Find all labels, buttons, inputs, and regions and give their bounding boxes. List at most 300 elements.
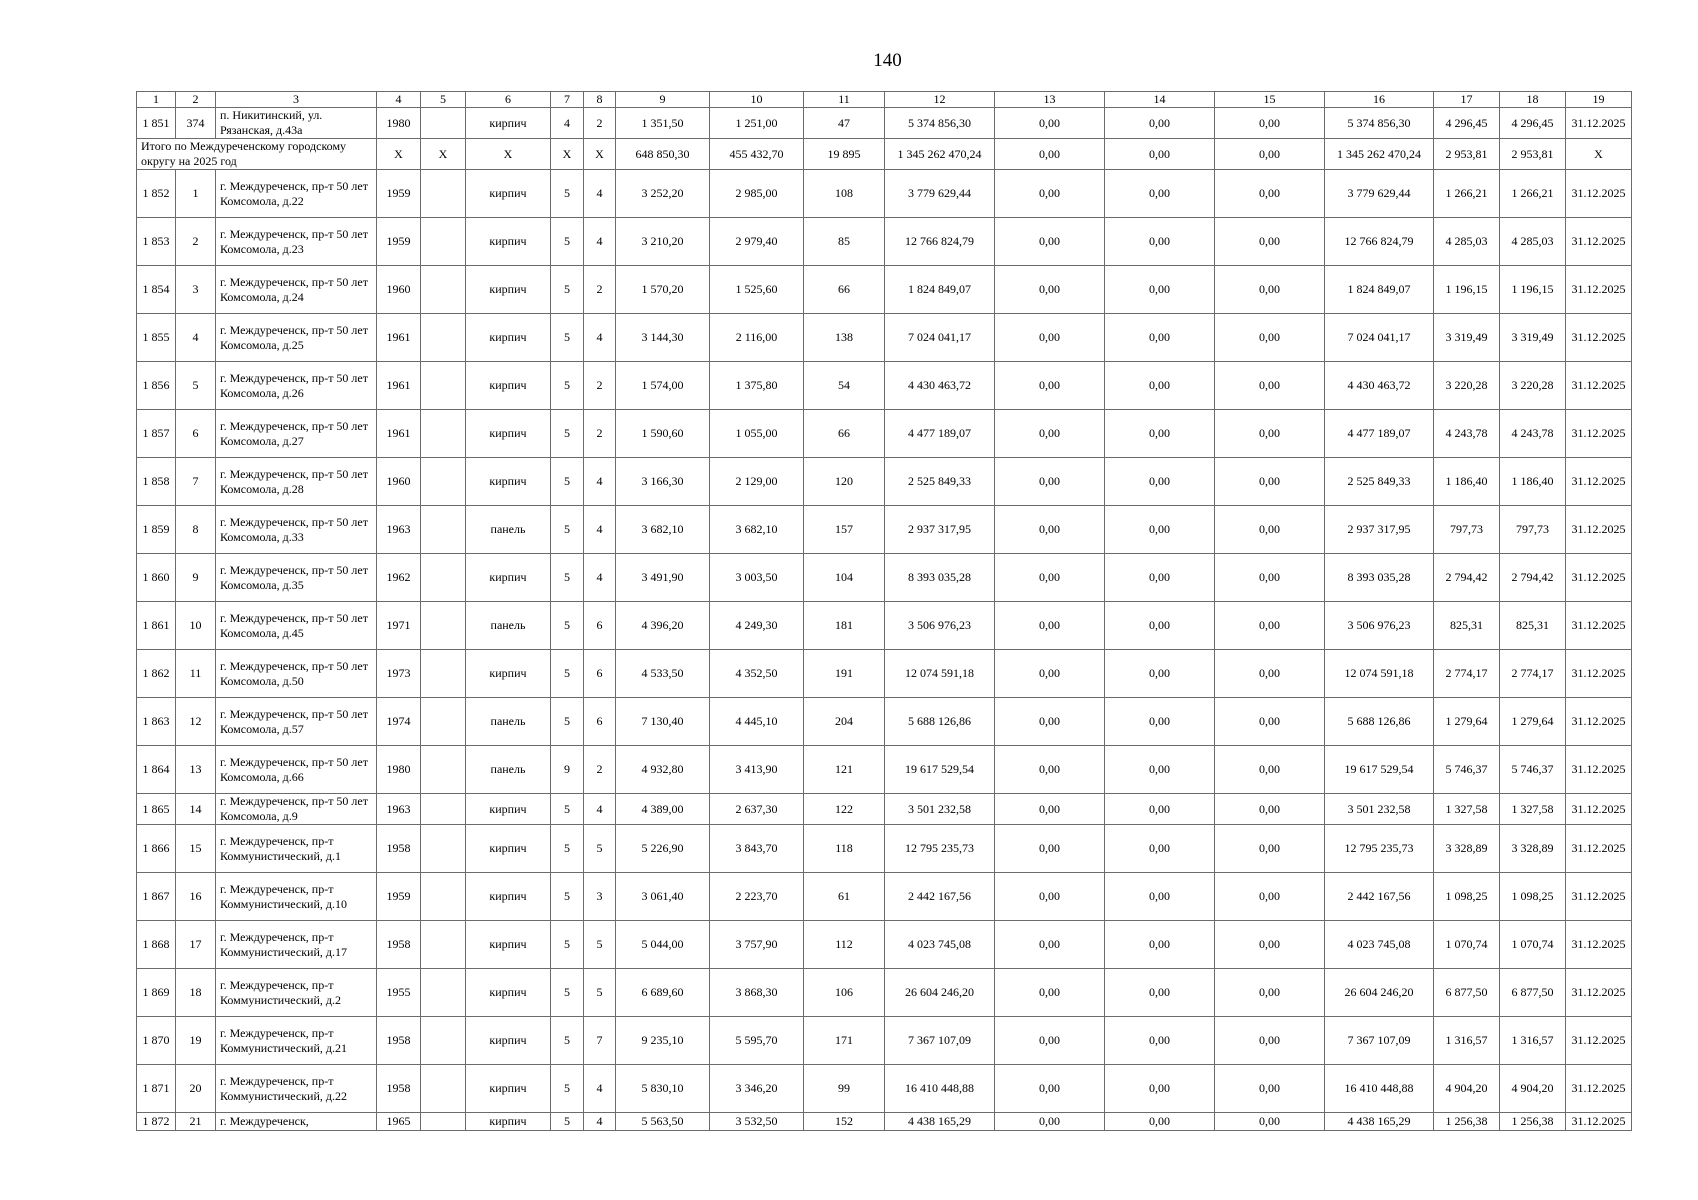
row-col13: 0,00	[995, 921, 1105, 969]
row-col16: 4 477 189,07	[1325, 410, 1434, 458]
row-col15: 0,00	[1215, 602, 1325, 650]
row-area-total: 5 044,00	[616, 921, 710, 969]
row-col14: 0,00	[1105, 969, 1215, 1017]
row-residents: 66	[804, 410, 885, 458]
row-area-total: 1 351,50	[616, 108, 710, 139]
row-col13: 0,00	[995, 969, 1105, 1017]
row-year: 1960	[377, 266, 421, 314]
row-index: 18	[176, 969, 216, 1017]
row-col14: 0,00	[1105, 314, 1215, 362]
row-area-living: 1 375,80	[710, 362, 804, 410]
row-col13: 0,00	[995, 266, 1105, 314]
column-header: 5	[421, 92, 466, 108]
row-col16: 3 779 629,44	[1325, 170, 1434, 218]
row-col15: 0,00	[1215, 170, 1325, 218]
row-col17: 4 904,20	[1434, 1065, 1500, 1113]
row-col13: 0,00	[995, 1113, 1105, 1131]
row-col13: 0,00	[995, 746, 1105, 794]
row-area-total: 5 226,90	[616, 825, 710, 873]
row-year: 1958	[377, 825, 421, 873]
row-address: г. Междуреченск, пр-т 50 лет Комсомола, д.28	[216, 458, 377, 506]
row-floors: 5	[551, 1113, 584, 1131]
row-year: 1960	[377, 458, 421, 506]
row-index: 8	[176, 506, 216, 554]
row-col14: 0,00	[1105, 921, 1215, 969]
row-address: г. Междуреченск, пр-т 50 лет Комсомола, д.22	[216, 170, 377, 218]
column-header: 12	[885, 92, 995, 108]
row-year: 1961	[377, 410, 421, 458]
row-residents: 120	[804, 458, 885, 506]
total-col7: X	[551, 139, 584, 170]
row-col16: 12 074 591,18	[1325, 650, 1434, 698]
row-area-living: 2 979,40	[710, 218, 804, 266]
row-material: кирпич	[466, 362, 551, 410]
row-material: кирпич	[466, 314, 551, 362]
row-index: 5	[176, 362, 216, 410]
row-number: 1 852	[137, 170, 176, 218]
column-header: 9	[616, 92, 710, 108]
row-col14: 0,00	[1105, 410, 1215, 458]
row-col15: 0,00	[1215, 746, 1325, 794]
row-deadline: 31.12.2025	[1566, 362, 1632, 410]
row-col17: 3 328,89	[1434, 825, 1500, 873]
row-area-living: 3 868,30	[710, 969, 804, 1017]
row-col5	[421, 108, 466, 139]
row-address: г. Междуреченск, пр-т 50 лет Комсомола, д.27	[216, 410, 377, 458]
row-col17: 1 098,25	[1434, 873, 1500, 921]
row-deadline: 31.12.2025	[1566, 170, 1632, 218]
row-index: 6	[176, 410, 216, 458]
table-row	[137, 698, 1632, 746]
row-cost: 3 779 629,44	[885, 170, 995, 218]
row-address: г. Междуреченск, пр-т 50 лет Комсомола, д.57	[216, 698, 377, 746]
row-number: 1 860	[137, 554, 176, 602]
row-number: 1 857	[137, 410, 176, 458]
table-row	[137, 746, 1632, 794]
row-col18: 1 098,25	[1500, 873, 1566, 921]
row-floors: 5	[551, 218, 584, 266]
row-cost: 16 410 448,88	[885, 1065, 995, 1113]
row-cost: 19 617 529,54	[885, 746, 995, 794]
row-area-living: 3 413,90	[710, 746, 804, 794]
row-residents: 191	[804, 650, 885, 698]
row-area-living: 2 223,70	[710, 873, 804, 921]
row-deadline: 31.12.2025	[1566, 873, 1632, 921]
row-col14: 0,00	[1105, 458, 1215, 506]
row-floors: 5	[551, 698, 584, 746]
row-col14: 0,00	[1105, 602, 1215, 650]
row-col5	[421, 650, 466, 698]
row-area-total: 3 061,40	[616, 873, 710, 921]
row-number: 1 866	[137, 825, 176, 873]
row-col14: 0,00	[1105, 108, 1215, 139]
row-col17: 3 220,28	[1434, 362, 1500, 410]
row-col18: 6 877,50	[1500, 969, 1566, 1017]
row-col5	[421, 314, 466, 362]
row-col15: 0,00	[1215, 921, 1325, 969]
row-material: кирпич	[466, 266, 551, 314]
column-header: 7	[551, 92, 584, 108]
row-cost: 12 766 824,79	[885, 218, 995, 266]
row-col18: 4 904,20	[1500, 1065, 1566, 1113]
row-material: кирпич	[466, 170, 551, 218]
row-col5	[421, 746, 466, 794]
row-floors: 5	[551, 266, 584, 314]
row-col16: 2 442 167,56	[1325, 873, 1434, 921]
row-col17: 4 243,78	[1434, 410, 1500, 458]
row-deadline: 31.12.2025	[1566, 266, 1632, 314]
row-col15: 0,00	[1215, 266, 1325, 314]
row-deadline: 31.12.2025	[1566, 1113, 1632, 1131]
row-index: 4	[176, 314, 216, 362]
row-entrances: 4	[584, 314, 616, 362]
row-number: 1 859	[137, 506, 176, 554]
row-col18: 1 256,38	[1500, 1113, 1566, 1131]
row-deadline: 31.12.2025	[1566, 650, 1632, 698]
row-area-living: 4 249,30	[710, 602, 804, 650]
table-row	[137, 1113, 1632, 1131]
register-table	[136, 91, 1632, 1131]
table-row	[137, 1017, 1632, 1065]
row-index: 21	[176, 1113, 216, 1131]
total-area-total: 648 850,30	[616, 139, 710, 170]
row-col14: 0,00	[1105, 825, 1215, 873]
column-header: 11	[804, 92, 885, 108]
table-row	[137, 794, 1632, 825]
total-col17: 2 953,81	[1434, 139, 1500, 170]
row-year: 1961	[377, 314, 421, 362]
row-col16: 12 766 824,79	[1325, 218, 1434, 266]
row-entrances: 4	[584, 1113, 616, 1131]
row-col5	[421, 794, 466, 825]
column-number-row	[137, 92, 1632, 108]
row-col15: 0,00	[1215, 1113, 1325, 1131]
row-cost: 5 374 856,30	[885, 108, 995, 139]
row-material: кирпич	[466, 108, 551, 139]
row-col18: 2 794,42	[1500, 554, 1566, 602]
row-index: 9	[176, 554, 216, 602]
row-cost: 1 824 849,07	[885, 266, 995, 314]
row-col5	[421, 921, 466, 969]
row-floors: 5	[551, 794, 584, 825]
row-col18: 2 774,17	[1500, 650, 1566, 698]
row-year: 1965	[377, 1113, 421, 1131]
table-row	[137, 825, 1632, 873]
row-col18: 825,31	[1500, 602, 1566, 650]
row-floors: 5	[551, 873, 584, 921]
row-col14: 0,00	[1105, 698, 1215, 746]
row-floors: 5	[551, 458, 584, 506]
table-row	[137, 1065, 1632, 1113]
row-number: 1 872	[137, 1113, 176, 1131]
row-area-living: 3 757,90	[710, 921, 804, 969]
row-floors: 5	[551, 170, 584, 218]
column-header: 10	[710, 92, 804, 108]
row-col15: 0,00	[1215, 554, 1325, 602]
column-header: 13	[995, 92, 1105, 108]
row-area-total: 7 130,40	[616, 698, 710, 746]
row-address: г. Междуреченск, пр-т Коммунистический, д.10	[216, 873, 377, 921]
row-col18: 4 296,45	[1500, 108, 1566, 139]
row-floors: 5	[551, 362, 584, 410]
row-deadline: 31.12.2025	[1566, 554, 1632, 602]
row-col13: 0,00	[995, 1065, 1105, 1113]
row-col17: 5 746,37	[1434, 746, 1500, 794]
total-col16: 1 345 262 470,24	[1325, 139, 1434, 170]
row-floors: 5	[551, 506, 584, 554]
row-floors: 5	[551, 825, 584, 873]
table-row	[137, 108, 1632, 139]
table-row	[137, 873, 1632, 921]
row-col17: 825,31	[1434, 602, 1500, 650]
row-cost: 7 024 041,17	[885, 314, 995, 362]
row-area-total: 1 570,20	[616, 266, 710, 314]
row-col14: 0,00	[1105, 650, 1215, 698]
row-col18: 1 327,58	[1500, 794, 1566, 825]
total-area-living: 455 432,70	[710, 139, 804, 170]
row-year: 1958	[377, 1065, 421, 1113]
row-col17: 1 196,15	[1434, 266, 1500, 314]
row-floors: 9	[551, 746, 584, 794]
column-header: 6	[466, 92, 551, 108]
row-material: панель	[466, 746, 551, 794]
column-header: 8	[584, 92, 616, 108]
row-col13: 0,00	[995, 698, 1105, 746]
row-floors: 5	[551, 602, 584, 650]
row-col18: 797,73	[1500, 506, 1566, 554]
row-index: 1	[176, 170, 216, 218]
table-row	[137, 362, 1632, 410]
row-col15: 0,00	[1215, 1017, 1325, 1065]
row-number: 1 870	[137, 1017, 176, 1065]
row-col14: 0,00	[1105, 873, 1215, 921]
table-row	[137, 410, 1632, 458]
row-year: 1963	[377, 506, 421, 554]
row-col15: 0,00	[1215, 314, 1325, 362]
row-residents: 121	[804, 746, 885, 794]
row-deadline: 31.12.2025	[1566, 218, 1632, 266]
column-header: 4	[377, 92, 421, 108]
row-col16: 16 410 448,88	[1325, 1065, 1434, 1113]
row-deadline: 31.12.2025	[1566, 825, 1632, 873]
row-deadline: 31.12.2025	[1566, 969, 1632, 1017]
row-col17: 797,73	[1434, 506, 1500, 554]
row-area-living: 2 116,00	[710, 314, 804, 362]
total-col14: 0,00	[1105, 139, 1215, 170]
row-col5	[421, 218, 466, 266]
row-col18: 1 186,40	[1500, 458, 1566, 506]
row-cost: 5 688 126,86	[885, 698, 995, 746]
row-col14: 0,00	[1105, 746, 1215, 794]
total-row	[137, 139, 1632, 170]
row-deadline: 31.12.2025	[1566, 1017, 1632, 1065]
row-entrances: 4	[584, 554, 616, 602]
column-header: 1	[137, 92, 176, 108]
row-col5	[421, 698, 466, 746]
row-area-living: 3 843,70	[710, 825, 804, 873]
row-number: 1 855	[137, 314, 176, 362]
row-number: 1 865	[137, 794, 176, 825]
row-col17: 1 316,57	[1434, 1017, 1500, 1065]
row-col5	[421, 825, 466, 873]
row-col15: 0,00	[1215, 1065, 1325, 1113]
row-area-living: 1 055,00	[710, 410, 804, 458]
row-col16: 7 024 041,17	[1325, 314, 1434, 362]
row-residents: 181	[804, 602, 885, 650]
row-entrances: 4	[584, 794, 616, 825]
row-col14: 0,00	[1105, 506, 1215, 554]
row-material: кирпич	[466, 969, 551, 1017]
row-deadline: 31.12.2025	[1566, 1065, 1632, 1113]
row-floors: 5	[551, 410, 584, 458]
row-floors: 5	[551, 969, 584, 1017]
row-col15: 0,00	[1215, 650, 1325, 698]
row-col15: 0,00	[1215, 873, 1325, 921]
row-material: кирпич	[466, 458, 551, 506]
row-col15: 0,00	[1215, 969, 1325, 1017]
row-col13: 0,00	[995, 218, 1105, 266]
row-number: 1 863	[137, 698, 176, 746]
row-col14: 0,00	[1105, 1113, 1215, 1131]
row-area-living: 1 525,60	[710, 266, 804, 314]
row-address: г. Междуреченск, пр-т 50 лет Комсомола, д.45	[216, 602, 377, 650]
row-residents: 152	[804, 1113, 885, 1131]
row-year: 1958	[377, 1017, 421, 1065]
row-material: панель	[466, 602, 551, 650]
row-address: г. Междуреченск, пр-т Коммунистический, д.1	[216, 825, 377, 873]
row-number: 1 864	[137, 746, 176, 794]
row-col13: 0,00	[995, 410, 1105, 458]
row-floors: 5	[551, 314, 584, 362]
row-area-total: 6 689,60	[616, 969, 710, 1017]
row-col18: 1 070,74	[1500, 921, 1566, 969]
row-residents: 54	[804, 362, 885, 410]
row-residents: 118	[804, 825, 885, 873]
row-col18: 1 266,21	[1500, 170, 1566, 218]
row-col17: 4 296,45	[1434, 108, 1500, 139]
total-label: Итого по Междуреченскому городскому округу на 2025 год	[137, 139, 377, 170]
row-area-total: 3 491,90	[616, 554, 710, 602]
row-address: г. Междуреченск, пр-т 50 лет Комсомола, д.33	[216, 506, 377, 554]
row-area-living: 2 129,00	[710, 458, 804, 506]
row-area-total: 3 144,30	[616, 314, 710, 362]
row-cost: 2 525 849,33	[885, 458, 995, 506]
row-number: 1 861	[137, 602, 176, 650]
row-cost: 3 501 232,58	[885, 794, 995, 825]
row-address: г. Междуреченск, пр-т 50 лет Комсомола, д.66	[216, 746, 377, 794]
row-residents: 204	[804, 698, 885, 746]
row-index: 374	[176, 108, 216, 139]
row-entrances: 6	[584, 698, 616, 746]
row-year: 1962	[377, 554, 421, 602]
row-address: г. Междуреченск,	[216, 1113, 377, 1131]
row-address: г. Междуреченск, пр-т 50 лет Комсомола, д.24	[216, 266, 377, 314]
total-residents: 19 895	[804, 139, 885, 170]
row-col13: 0,00	[995, 554, 1105, 602]
row-residents: 47	[804, 108, 885, 139]
row-area-living: 2 637,30	[710, 794, 804, 825]
row-col5	[421, 1113, 466, 1131]
row-index: 2	[176, 218, 216, 266]
row-col5	[421, 1017, 466, 1065]
row-index: 7	[176, 458, 216, 506]
row-residents: 108	[804, 170, 885, 218]
row-col13: 0,00	[995, 362, 1105, 410]
row-floors: 5	[551, 921, 584, 969]
row-col16: 8 393 035,28	[1325, 554, 1434, 602]
row-col17: 1 327,58	[1434, 794, 1500, 825]
row-year: 1955	[377, 969, 421, 1017]
row-col17: 6 877,50	[1434, 969, 1500, 1017]
table-row	[137, 266, 1632, 314]
row-col17: 2 794,42	[1434, 554, 1500, 602]
row-col15: 0,00	[1215, 506, 1325, 554]
row-cost: 3 506 976,23	[885, 602, 995, 650]
row-number: 1 868	[137, 921, 176, 969]
column-header: 17	[1434, 92, 1500, 108]
table-row	[137, 506, 1632, 554]
row-deadline: 31.12.2025	[1566, 602, 1632, 650]
row-entrances: 4	[584, 170, 616, 218]
row-residents: 106	[804, 969, 885, 1017]
row-material: панель	[466, 698, 551, 746]
row-number: 1 856	[137, 362, 176, 410]
column-header: 14	[1105, 92, 1215, 108]
row-deadline: 31.12.2025	[1566, 698, 1632, 746]
row-col18: 1 196,15	[1500, 266, 1566, 314]
row-entrances: 2	[584, 362, 616, 410]
row-year: 1980	[377, 108, 421, 139]
row-col5	[421, 410, 466, 458]
row-col18: 1 316,57	[1500, 1017, 1566, 1065]
row-col5	[421, 602, 466, 650]
row-index: 15	[176, 825, 216, 873]
row-year: 1959	[377, 873, 421, 921]
row-area-total: 5 830,10	[616, 1065, 710, 1113]
row-col14: 0,00	[1105, 170, 1215, 218]
row-area-living: 3 003,50	[710, 554, 804, 602]
row-residents: 61	[804, 873, 885, 921]
total-col13: 0,00	[995, 139, 1105, 170]
table-row	[137, 218, 1632, 266]
row-col15: 0,00	[1215, 218, 1325, 266]
row-area-total: 1 574,00	[616, 362, 710, 410]
row-year: 1980	[377, 746, 421, 794]
row-col14: 0,00	[1105, 218, 1215, 266]
row-col13: 0,00	[995, 794, 1105, 825]
table-row	[137, 969, 1632, 1017]
row-col16: 4 430 463,72	[1325, 362, 1434, 410]
row-col17: 1 070,74	[1434, 921, 1500, 969]
row-index: 12	[176, 698, 216, 746]
row-entrances: 4	[584, 506, 616, 554]
row-col5	[421, 873, 466, 921]
row-col13: 0,00	[995, 170, 1105, 218]
row-entrances: 6	[584, 602, 616, 650]
row-material: кирпич	[466, 218, 551, 266]
row-address: г. Междуреченск, пр-т 50 лет Комсомола, д.35	[216, 554, 377, 602]
row-year: 1958	[377, 921, 421, 969]
row-col14: 0,00	[1105, 266, 1215, 314]
row-col5	[421, 458, 466, 506]
row-area-total: 5 563,50	[616, 1113, 710, 1131]
row-col14: 0,00	[1105, 362, 1215, 410]
row-cost: 7 367 107,09	[885, 1017, 995, 1065]
row-col15: 0,00	[1215, 794, 1325, 825]
page-number: 140	[873, 50, 902, 71]
row-index: 11	[176, 650, 216, 698]
row-col14: 0,00	[1105, 794, 1215, 825]
